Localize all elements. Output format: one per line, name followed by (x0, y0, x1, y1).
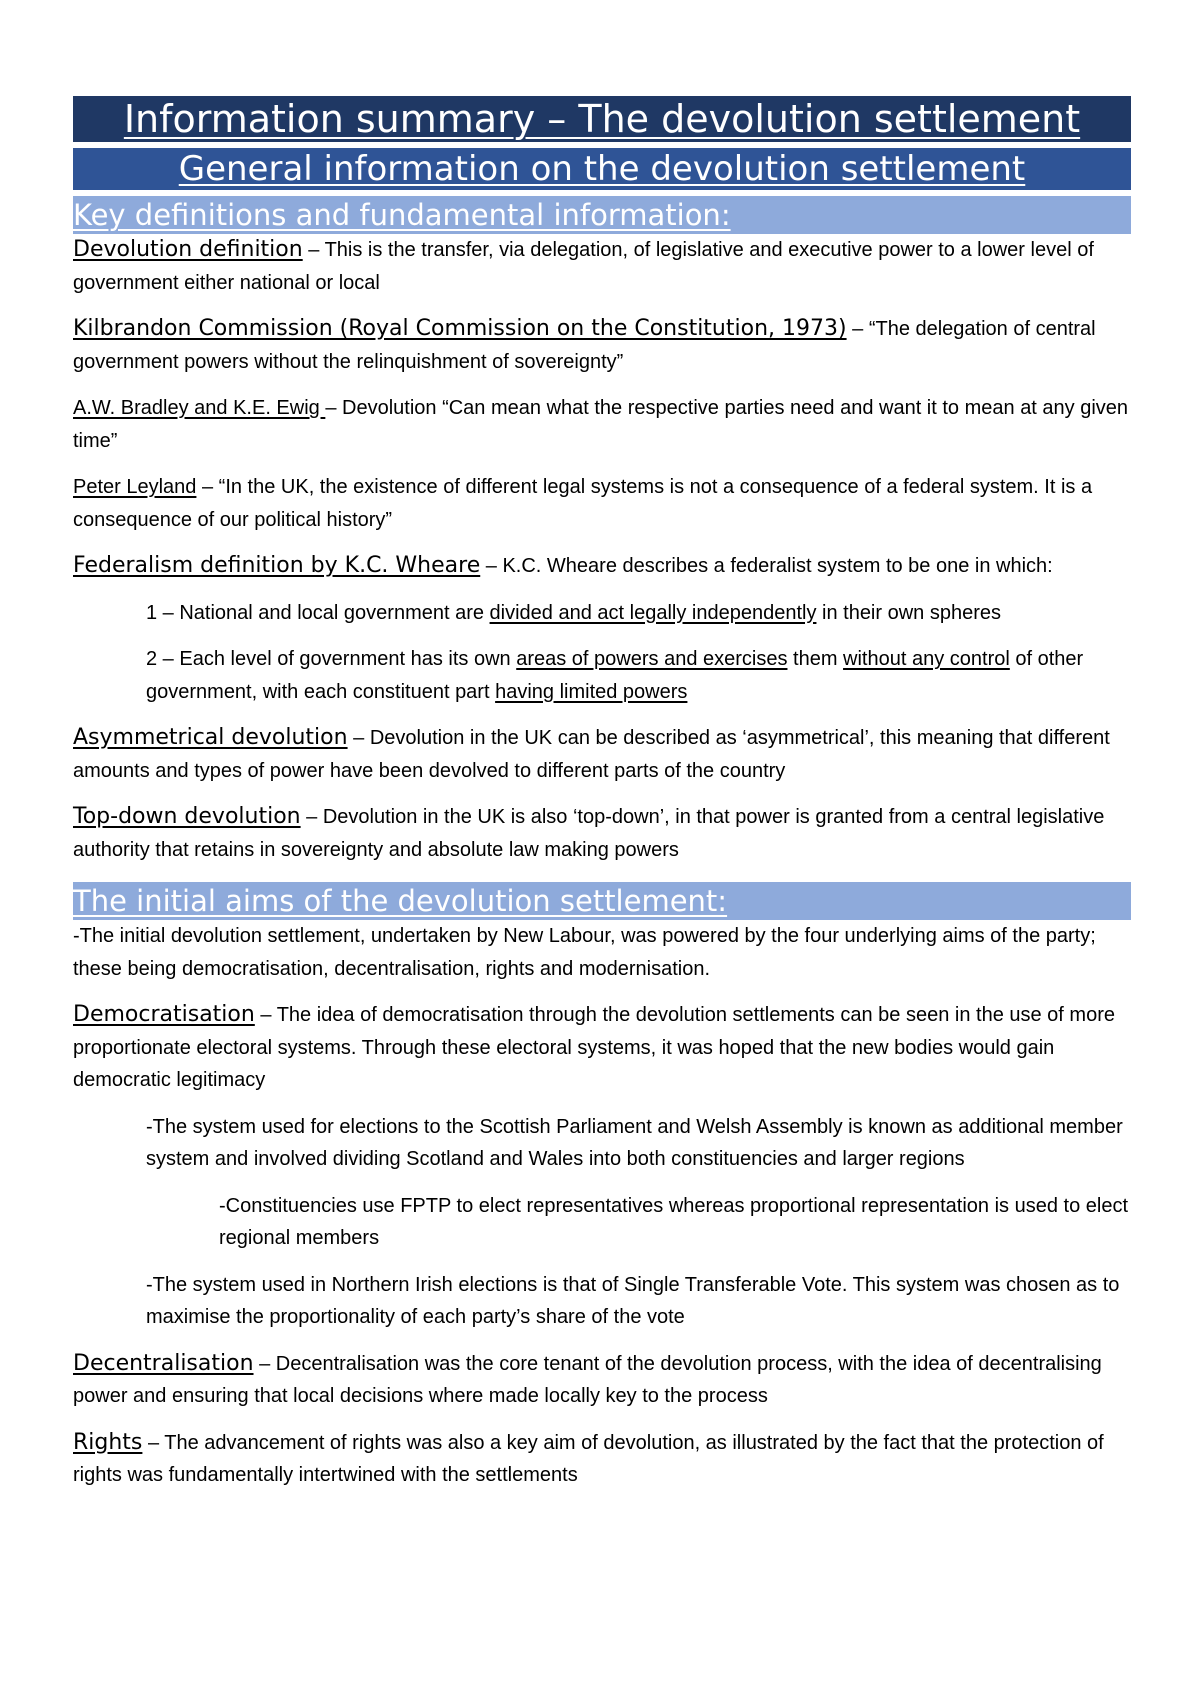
term-top-down: Top-down devolution (73, 804, 301, 829)
document-body (73, 96, 1131, 1492)
definition-top-down: Top-down devolution – Devolution in the UK is also ‘top-down’, in that power is granted from a central legislative authority that retains in sovereignty and absolute law making powers (73, 804, 1105, 861)
federalism-point-1: 1 – National and local government are divided and act legally independently in their own spheres (146, 601, 1001, 624)
aims-intro: -The initial devolution settlement, undertaken by New Labour, was powered by the four underlying aims of the party; these being democratisation, decentralisation, rights and modernisation. (73, 925, 1096, 980)
democratisation-sub-ams: -The system used for elections to the Scottish Parliament and Welsh Assembly is known as additional member system and involved dividing Scotland and Wales into both constituencies and larger regions (146, 1115, 1123, 1170)
definition-kilbrandon: Kilbrandon Commission (Royal Commission on the Constitution, 1973) – “The delegation of central government powers without the relinquishment of sovereignty” (73, 316, 1096, 373)
term-asymmetrical: Asymmetrical devolution (73, 725, 348, 750)
federalism-point-2: 2 – Each level of government has its own areas of powers and exercises them without any control of other government, with each constituent part having limited powers (146, 648, 1084, 703)
democratisation-sub-fptp: -Constituencies use FPTP to elect representatives whereas proportional representation is used to elect regional members (219, 1194, 1129, 1249)
term-kilbrandon: Kilbrandon Commission (Royal Commission on the Constitution, 1973) (73, 316, 847, 341)
definition-devolution: Devolution definition – This is the transfer, via delegation, of legislative and executive power to a lower level of government either national or local (73, 237, 1094, 294)
document-title: Information summary – The devolution settlement (73, 96, 1131, 142)
definition-leyland: Peter Leyland – “In the UK, the existence of different legal systems is not a consequence of a federal system. It is a consequence of our political history” (73, 476, 1093, 531)
term-rights: Rights (73, 1429, 143, 1455)
document-subtitle: General information on the devolution settlement (73, 148, 1131, 190)
section-heading-initial-aims: The initial aims of the devolution settlement: (73, 882, 1131, 920)
definition-asymmetrical: Asymmetrical devolution – Devolution in the UK can be described as ‘asymmetrical’, this meaning that different amounts and types of power have been devolved to different parts of the country (73, 725, 1110, 782)
term-bradley-ewig: A.W. Bradley and K.E. Ewig (73, 397, 326, 419)
term-leyland: Peter Leyland (73, 476, 197, 498)
section-heading-key-definitions: Key definitions and fundamental information: (73, 196, 1131, 234)
aim-decentralisation: Decentralisation – Decentralisation was the core tenant of the devolution process, with the idea of decentralising power and ensuring that local decisions where made locally key to the process (73, 1350, 1102, 1407)
aim-rights: Rights – The advancement of rights was also a key aim of devolution, as illustrated by the fact that the protection of rights was fundamentally intertwined with the settlements (73, 1429, 1104, 1486)
term-federalism: Federalism definition by K.C. Wheare (73, 553, 481, 578)
term-decentralisation: Decentralisation (73, 1350, 254, 1376)
term-devolution: Devolution definition (73, 237, 303, 262)
definition-bradley-ewig: A.W. Bradley and K.E. Ewig – Devolution “Can mean what the respective parties need and want it to mean at any given time” (73, 397, 1129, 452)
term-democratisation: Democratisation (73, 1002, 255, 1027)
definition-federalism: Federalism definition by K.C. Wheare – K.C. Wheare describes a federalist system to be one in which: (73, 553, 1053, 578)
aim-democratisation: Democratisation – The idea of democratisation through the devolution settlements can be seen in the use of more proportionate electoral systems. Through these electoral systems, it was hoped that the new bodies would gain democratic legitimacy (73, 1002, 1115, 1091)
democratisation-sub-stv: -The system used in Northern Irish elections is that of Single Transferable Vote. This system was chosen as to maximise the proportionality of each party’s share of the vote (146, 1273, 1120, 1328)
